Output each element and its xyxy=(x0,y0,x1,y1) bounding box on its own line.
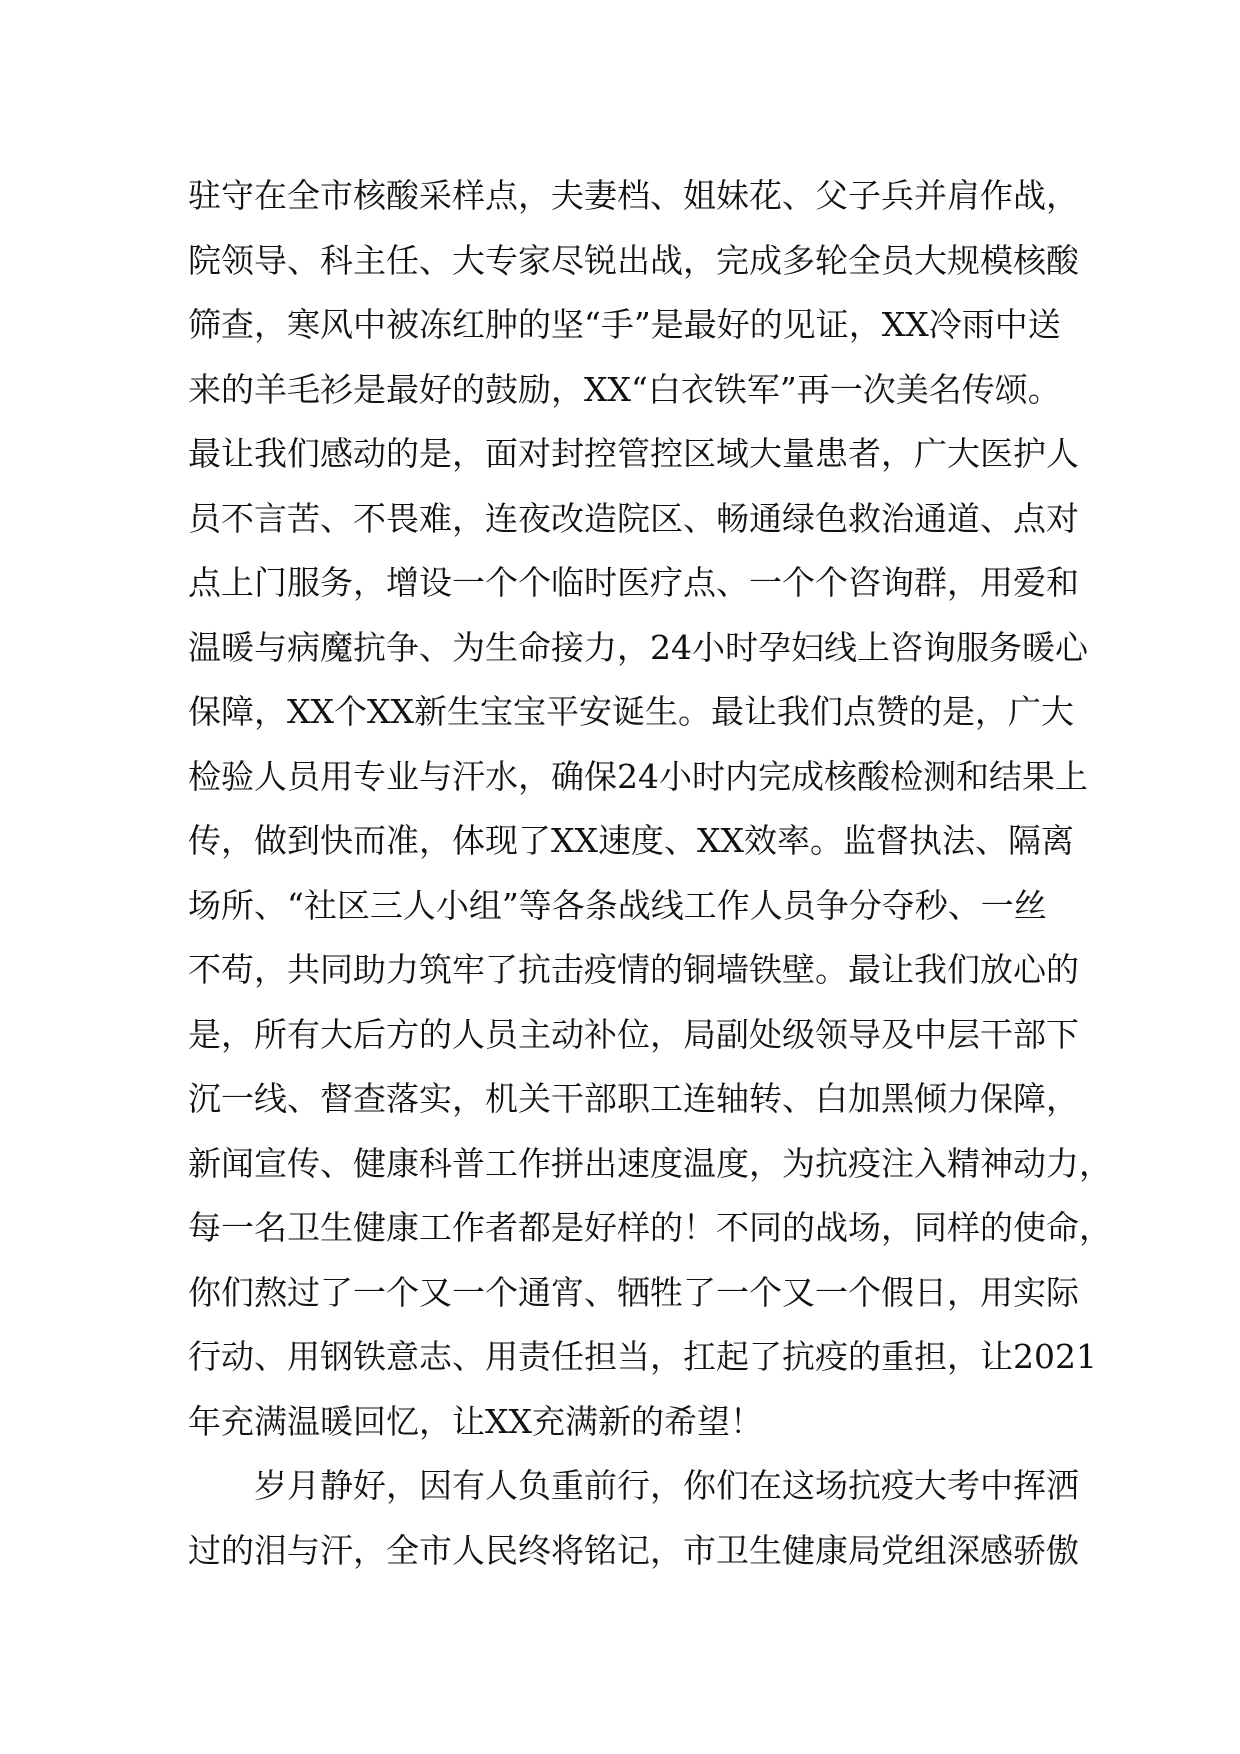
text-line: 年充满温暖回忆，让XX充满新的希望！ xyxy=(188,1401,763,1441)
text-line: 场所、“社区三人小组”等各条战线工作人员争分夺秒、一丝 xyxy=(188,885,1047,925)
text-line: 传，做到快而准，体现了XX速度、XX效率。监督执法、隔离 xyxy=(188,821,1074,860)
text-line: 院领导、科主任、大专家尽锐出战，完成多轮全员大规模核酸 xyxy=(188,240,1079,280)
text-line: 员不言苦、不畏难，连夜改造院区、畅通绿色救治通道、点对 xyxy=(188,498,1079,538)
text-line: 行动、用钢铁意志、用责任担当，扛起了抗疫的重担，让2021 xyxy=(188,1337,1097,1376)
text-line: 每一名卫生健康工作者都是好样的！不同的战场，同样的使命， xyxy=(188,1208,1112,1247)
text-line: 检验人员用专业与汗水，确保24小时内完成核酸检测和结果上 xyxy=(188,756,1088,796)
text-line: 沉一线、督查落实，机关干部职工连轴转、白加黑倾力保障， xyxy=(188,1079,1079,1118)
text-line: 最让我们感动的是，面对封控管控区域大量患者，广大医护人 xyxy=(188,434,1079,473)
text-line: 不苟，共同助力筑牢了抗击疫情的铜墙铁壁。最让我们放心的 xyxy=(188,950,1079,989)
text-line: 点上门服务，增设一个个临时医疗点、一个个咨询群，用爱和 xyxy=(188,563,1079,602)
text-line: 过的泪与汗，全市人民终将铭记，市卫生健康局党组深感骄傲 xyxy=(188,1530,1079,1570)
text-line: 驻守在全市核酸采样点，夫妻档、姐妹花、父子兵并肩作战， xyxy=(188,176,1079,215)
text-line: 是，所有大后方的人员主动补位，局副处级领导及中层干部下 xyxy=(188,1014,1079,1054)
text-line: 新闻宣传、健康科普工作拼出速度温度，为抗疫注入精神动力， xyxy=(188,1143,1112,1183)
text-line: 来的羊毛衫是最好的鼓励，XX“白衣铁军”再一次美名传颂。 xyxy=(188,369,1061,409)
text-line: 岁月静好，因有人负重前行，你们在这场抗疫大考中挥洒 xyxy=(254,1466,1079,1505)
text-line: 筛查，寒风中被冻红肿的坚“手”是最好的见证，XX冷雨中送 xyxy=(188,305,1061,344)
paragraph-1 xyxy=(188,164,1112,1454)
text-line: 你们熬过了一个又一个通宵、牺牲了一个又一个假日，用实际 xyxy=(188,1272,1079,1312)
body-text xyxy=(188,164,1112,1583)
text-line: 温暖与病魔抗争、为生命接力，24小时孕妇线上咨询服务暖心 xyxy=(188,627,1088,667)
paragraph-2 xyxy=(188,1454,1088,1583)
text-line: 保障，XX个XX新生宝宝平安诞生。最让我们点赞的是，广大 xyxy=(188,692,1074,731)
